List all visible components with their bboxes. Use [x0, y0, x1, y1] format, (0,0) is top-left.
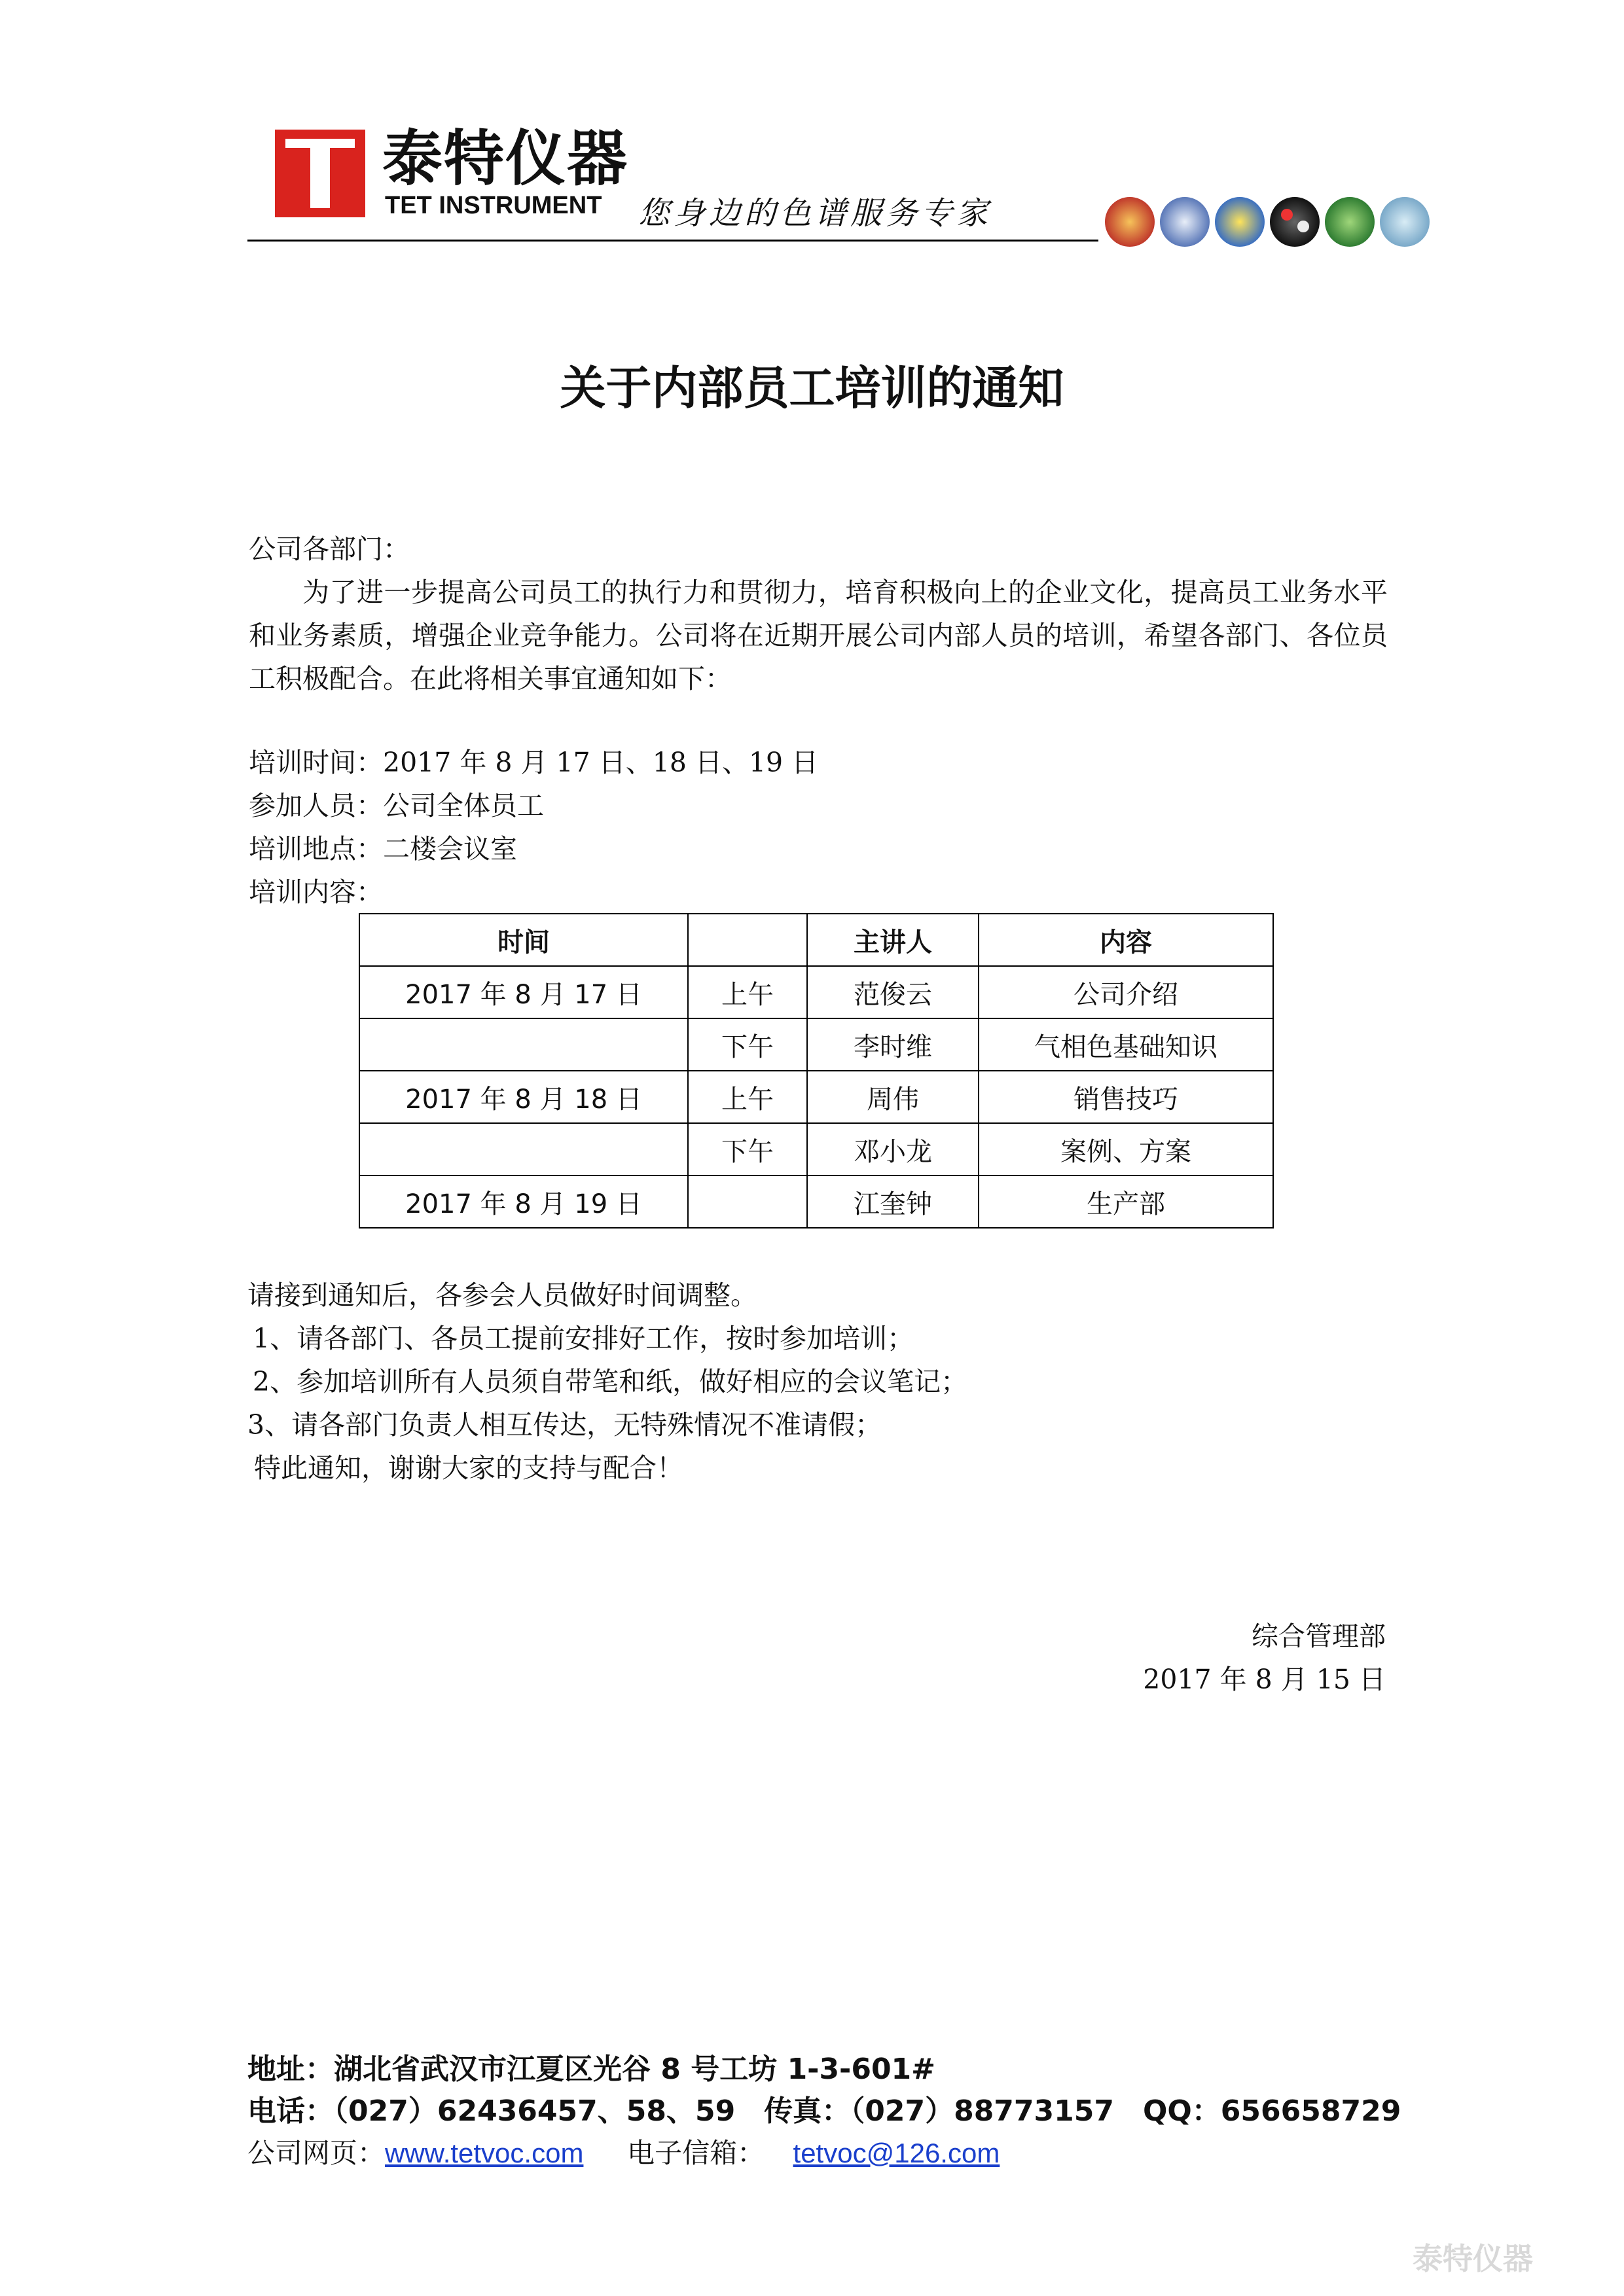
intro-paragraph	[249, 571, 1388, 700]
table-row	[359, 1071, 1273, 1123]
footer-address: 地址：湖北省武汉市江夏区光谷 8 号工坊 1-3-601#	[247, 2053, 936, 2086]
signature-dept: 综合管理部	[1252, 1621, 1386, 1652]
slogan: 您身边的色谱服务专家	[638, 195, 992, 232]
notes-closing: 特此通知，谢谢大家的支持与配合！	[254, 1452, 683, 1484]
table-row	[359, 966, 1273, 1018]
cell-period	[688, 1175, 807, 1228]
brand-name-cn: 泰特仪器	[382, 124, 629, 194]
cell-content: 公司介绍	[979, 966, 1273, 1018]
cell-date	[359, 1123, 688, 1175]
header-time: 时间	[359, 914, 688, 966]
notes-lead: 请接到通知后，各参会人员做好时间调整。	[247, 1280, 757, 1311]
cell-content: 气相色基础知识	[979, 1018, 1273, 1071]
cell-speaker: 江奎钟	[807, 1175, 979, 1228]
notes-block	[247, 1274, 967, 1490]
notice-title: 关于内部员工培训的通知	[560, 361, 1064, 415]
cell-period: 下午	[688, 1123, 807, 1175]
notes-item-2: 2、参加培训所有人员须自带笔和纸，做好相应的会议笔记；	[253, 1366, 968, 1397]
cell-content: 销售技巧	[979, 1071, 1273, 1123]
cell-period: 上午	[688, 966, 807, 1018]
intro-text: 为了进一步提高公司员工的执行力和贯彻力，培育积极向上的企业文化，提高员工业务水平和业务素质，增强企业竞争能力。公司将在近期开展公司内部人员的培训，希望各部门、各位员工积极配合。在此将相关事宜通知如下：	[249, 577, 1388, 694]
website-link[interactable]: www.tetvoc.com	[385, 2138, 584, 2168]
table-header-row	[359, 914, 1273, 966]
cell-period: 上午	[688, 1071, 807, 1123]
salutation: 公司各部门：	[249, 533, 410, 565]
training-time: 培训时间：2017 年 8 月 17 日、18 日、19 日	[249, 747, 819, 778]
cell-date: 2017 年 8 月 18 日	[359, 1071, 688, 1123]
web-label: 公司网页：	[247, 2137, 386, 2169]
cell-content: 案例、方案	[979, 1123, 1273, 1175]
cell-speaker: 邓小龙	[807, 1123, 979, 1175]
table-row	[359, 1175, 1273, 1228]
cell-date: 2017 年 8 月 17 日	[359, 966, 688, 1018]
signature-block	[1143, 1615, 1386, 1701]
brand-name-en: TET INSTRUMENT	[385, 192, 602, 219]
training-content-label: 培训内容：	[249, 876, 383, 908]
signature-date: 2017 年 8 月 15 日	[1143, 1664, 1386, 1695]
header-divider	[247, 240, 1098, 242]
notes-item-1: 1、请各部门、各员工提前安排好工作，按时参加培训；	[253, 1323, 914, 1354]
notes-item-3: 3、请各部门负责人相互传达，无特殊情况不准请假；	[247, 1409, 882, 1441]
training-location: 培训地点：二楼会议室	[249, 833, 517, 865]
footer-phone: 电话：（027）62436457、58、59 传真：（027）88773157 QQ：656658729	[247, 2094, 1401, 2128]
footer-web-line	[247, 2132, 1000, 2174]
email-link[interactable]: tetvoc@126.com	[793, 2138, 1000, 2168]
header-speaker: 主讲人	[807, 914, 979, 966]
training-attendees: 参加人员：公司全体员工	[249, 790, 544, 821]
email-label: 电子信箱：	[627, 2137, 765, 2169]
cell-period: 下午	[688, 1018, 807, 1071]
table-row	[359, 1123, 1273, 1175]
schedule-table	[359, 913, 1274, 1229]
cell-speaker: 周伟	[807, 1071, 979, 1123]
cell-date: 2017 年 8 月 19 日	[359, 1175, 688, 1228]
header-period	[688, 914, 807, 966]
cell-speaker: 范俊云	[807, 966, 979, 1018]
tet-logo-icon	[275, 130, 365, 217]
watermark: 泰特仪器	[1413, 2241, 1533, 2276]
table-row	[359, 1018, 1273, 1071]
cell-date	[359, 1018, 688, 1071]
cell-speaker: 李时维	[807, 1018, 979, 1071]
header-photo-circles	[1104, 196, 1434, 247]
header-content: 内容	[979, 914, 1273, 966]
cell-content: 生产部	[979, 1175, 1273, 1228]
